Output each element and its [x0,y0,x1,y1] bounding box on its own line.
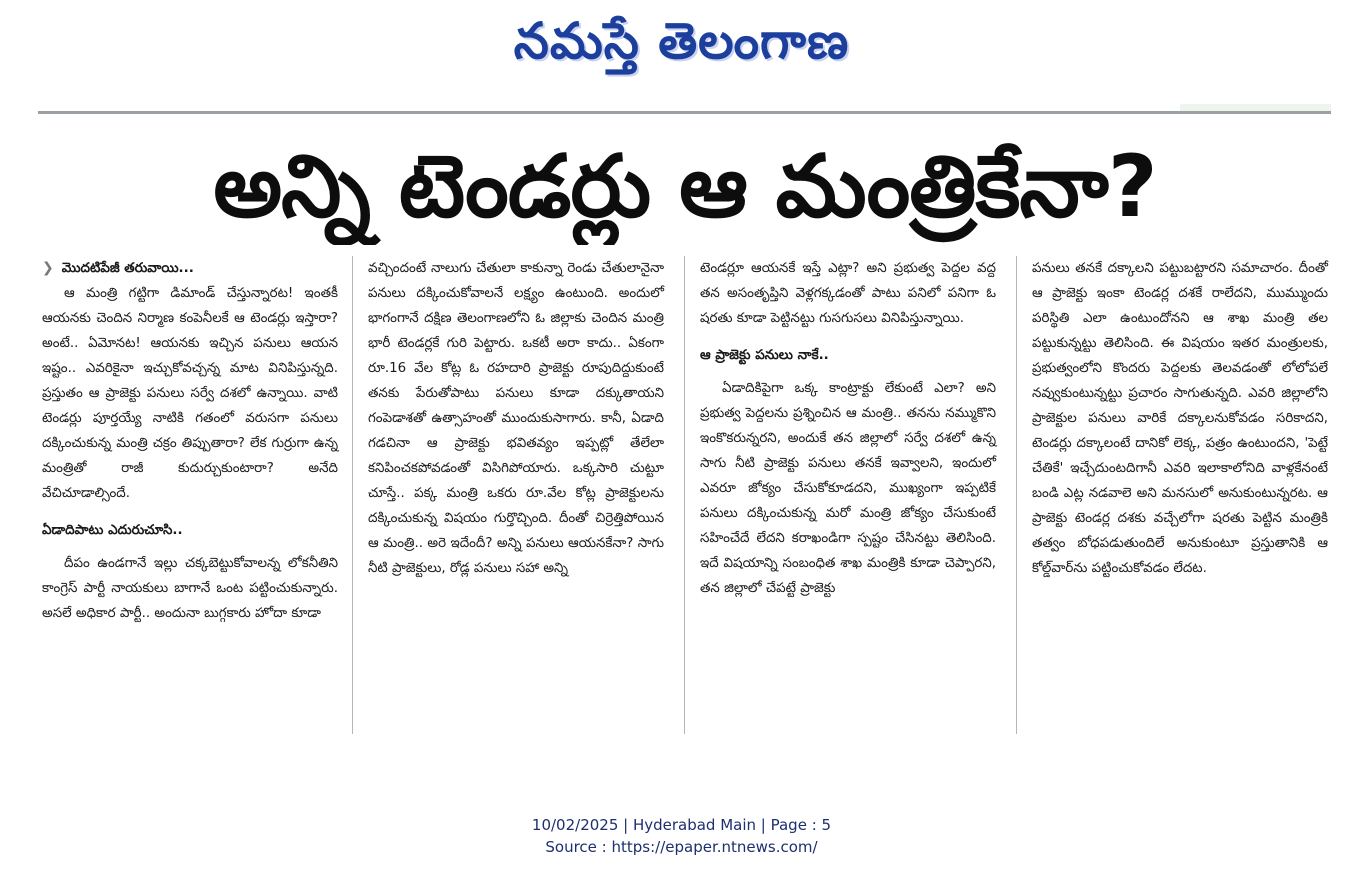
column-divider [352,256,353,734]
paragraph: టెండర్లూ ఆయనకే ఇస్తే ఎట్లా? అని ప్రభుత్వ పెద్దల వద్ద తన అసంతృప్తిని వెళ్లగక్కడంతో పాటు పనిలో పనిగా ఓ షరతు కూడా పెట్టినట్టు గుసగుసలు వినిపిస్తున్నాయి. [700,261,996,326]
paragraph: దీపం ఉండగానే ఇల్లు చక్కబెట్టుకోవాలన్న లోకనీతిని కాంగ్రెస్ పార్టీ నాయకులు బాగానే ఒంట పట్టించుకున్నారు. అసలే అధికార పార్టీ.. అందునా బుగ్గకారు హోదా కూడా [42,556,338,621]
paragraph: పనులు తనకే దక్కాలని పట్టుబట్టారని సమాచారం. దీంతో ఆ ప్రాజెక్టు ఇంకా టెండర్ల దశకే రాలేదని, ముమ్ముందు పరిస్థితి ఎలా ఉంటుందోనని ఆ శాఖ మంత్రి తల పట్టుకున్నట్టు తెలిసింది. ఈ విషయం ఇతర మంత్రులకు, ప్రభుత్వంలోని కొందరు పెద్దలకు తెలవడంతో లోలోపలే నవ్వుకుంటున్నట్టు ప్రచారం సాగుతున్నది. ఎవరి జిల్లాలోని ప్రాజెక్టుల పనులు వారికే దక్కాలనుకోవడం సరికాదని, టెండర్లు దక్కాలంటే దానికో లెక్క, పత్రం ఉంటుందని, 'పెట్టే చేతికే' ఇచ్చేదుంటదిగానీ ఎవరి ఇలాకాలోనిది వాళ్లకేనంటే బండి ఎట్ల నడవాలె అని మనసులో అనుకుంటున్నరట. ఆ ప్రాజెక్టు టెండర్ల దశకు వచ్చేలోగా షరతు పెట్టిన మంత్రికి తత్వం బోధపడుతుందిలే అనుకుంటూ ప్రస్తుతానికి ఆ కోల్డ్‌వార్‌ను పట్టించుకోవడం లేదట. [1032,261,1328,576]
column-divider [684,256,685,734]
paragraph: ఆ మంత్రి గట్టిగా డిమాండ్ చేస్తున్నారట! ఇంతకీ ఆయనకు చెందిన నిర్మాణ కంపెనీలకే ఆ టెండర్లు ఇస్తారా? అంటే.. ఏమోనట! ఆయనకు ఇచ్చిన పనులు ఆయన ఇష్టం.. ఎవరికైనా ఇచ్చుకోవచ్చన్న మాట వినిపిస్తున్నది. ప్రస్తుతం ఆ ప్రాజెక్టు పనులు సర్వే దశలో ఉన్నాయి. వాటి టెండర్లు పూర్తయ్యే నాటికి గతంలో వరుసగా పనులు దక్కించుకున్న మంత్రి చక్రం తిప్పుతారా? లేక గుర్రుగా ఉన్న మంత్రితో రాజీ కుదుర్చుకుంటారా? అనేది వేచిచూడాల్సిందే. [42,286,338,501]
column-divider [1016,256,1017,734]
footer-edition-info: 10/02/2025 | Hyderabad Main | Page : 5 [531,816,832,834]
masthead-rule [38,111,1331,114]
masthead [0,0,1363,80]
article-headline: అన్ని టెండర్లు ఆ మంత్రికేనా? [213,137,1157,237]
article-column-1 [42,256,338,736]
kicker-text: మొదటిపేజీ తరువాయి... [61,261,194,276]
chevron-right-icon: ❯ [42,260,54,276]
article-column-3 [700,256,996,736]
continued-kicker [42,256,338,281]
paragraph: వచ్చిందంటే నాలుగు చేతులా కాకున్నా రెండు చేతులానైనా పనులు దక్కించుకోవాలనే లక్ష్యం ఉంటుంది. అందులో భాగంగానే దక్షిణ తెలంగాణలోని ఓ జిల్లాకు చెందిన మంత్రి భారీ టెండర్లకే గురి పెట్టారు. ఒకటీ అరా కాదు.. ఏకంగా రూ.16 వేల కోట్ల ఓ రహదారి ప్రాజెక్టు రూపుదిద్దుకుంటే తనకు పేరుతోపాటు పనులు కూడా దక్కుతాయని గంపెడాశతో ఉత్సాహంతో ముందుకుసాగారు. కానీ, ఏడాది గడచినా ఆ ప్రాజెక్టు భవితవ్యం ఇప్పట్లో తేలేలా కనిపించకపోవడంతో విసిగిపోయారు. ఒక్కసారి చుట్టూ చూస్తే.. పక్క మంత్రి ఒకరు రూ.వేల కోట్ల ప్రాజెక్టులను దక్కించుకున్న విషయం గుర్తొచ్చింది. దీంతో చిర్రెత్తిపోయిన ఆ మంత్రి.. అరె ఇదేందీ? అన్ని పనులు ఆయనకేనా? సాగు నీటి ప్రాజెక్టులు, రోడ్ల పనులు సహా అన్ని [368,261,664,576]
section-subhead: ఆ ప్రాజెక్టు పనులు నాకే.. [700,348,829,363]
section-subhead: ఏడాదిపాటు ఎదురుచూసి.. [42,523,183,538]
article-column-2 [368,256,664,736]
paragraph: ఏడాదికిపైగా ఒక్క కాంట్రాక్టు లేకుంటే ఎలా? అని ప్రభుత్వ పెద్దలను ప్రశ్నించిన ఆ మంత్రి.. తనను నమ్ముకొని ఇంకొకరున్నరని, అందుకే తన జిల్లాలో సర్వే దశలో ఉన్న సాగు నీటి ప్రాజెక్టు పనులు తనకే ఇవ్వాలని, ఇందులో ఎవరూ జోక్యం చేసుకోకూడదని, ముఖ్యంగా ఇప్పటికే పనులు దక్కించుకున్న మరో మంత్రి జోక్యం చేసుకుంటే సహించేదే లేదని కరాఖండిగా స్పష్టం చేసినట్టు తెలిసింది. ఇదే విషయాన్ని సంబంధిత శాఖ మంత్రికి కూడా చెప్పారని, తన జిల్లాలో చేపట్టే ప్రాజెక్టు [700,381,996,596]
footer-source-link[interactable]: Source : https://epaper.ntnews.com/ [545,838,818,856]
newspaper-logo: నమస్తే తెలంగాణ [513,12,850,70]
article-column-4 [1032,256,1328,736]
